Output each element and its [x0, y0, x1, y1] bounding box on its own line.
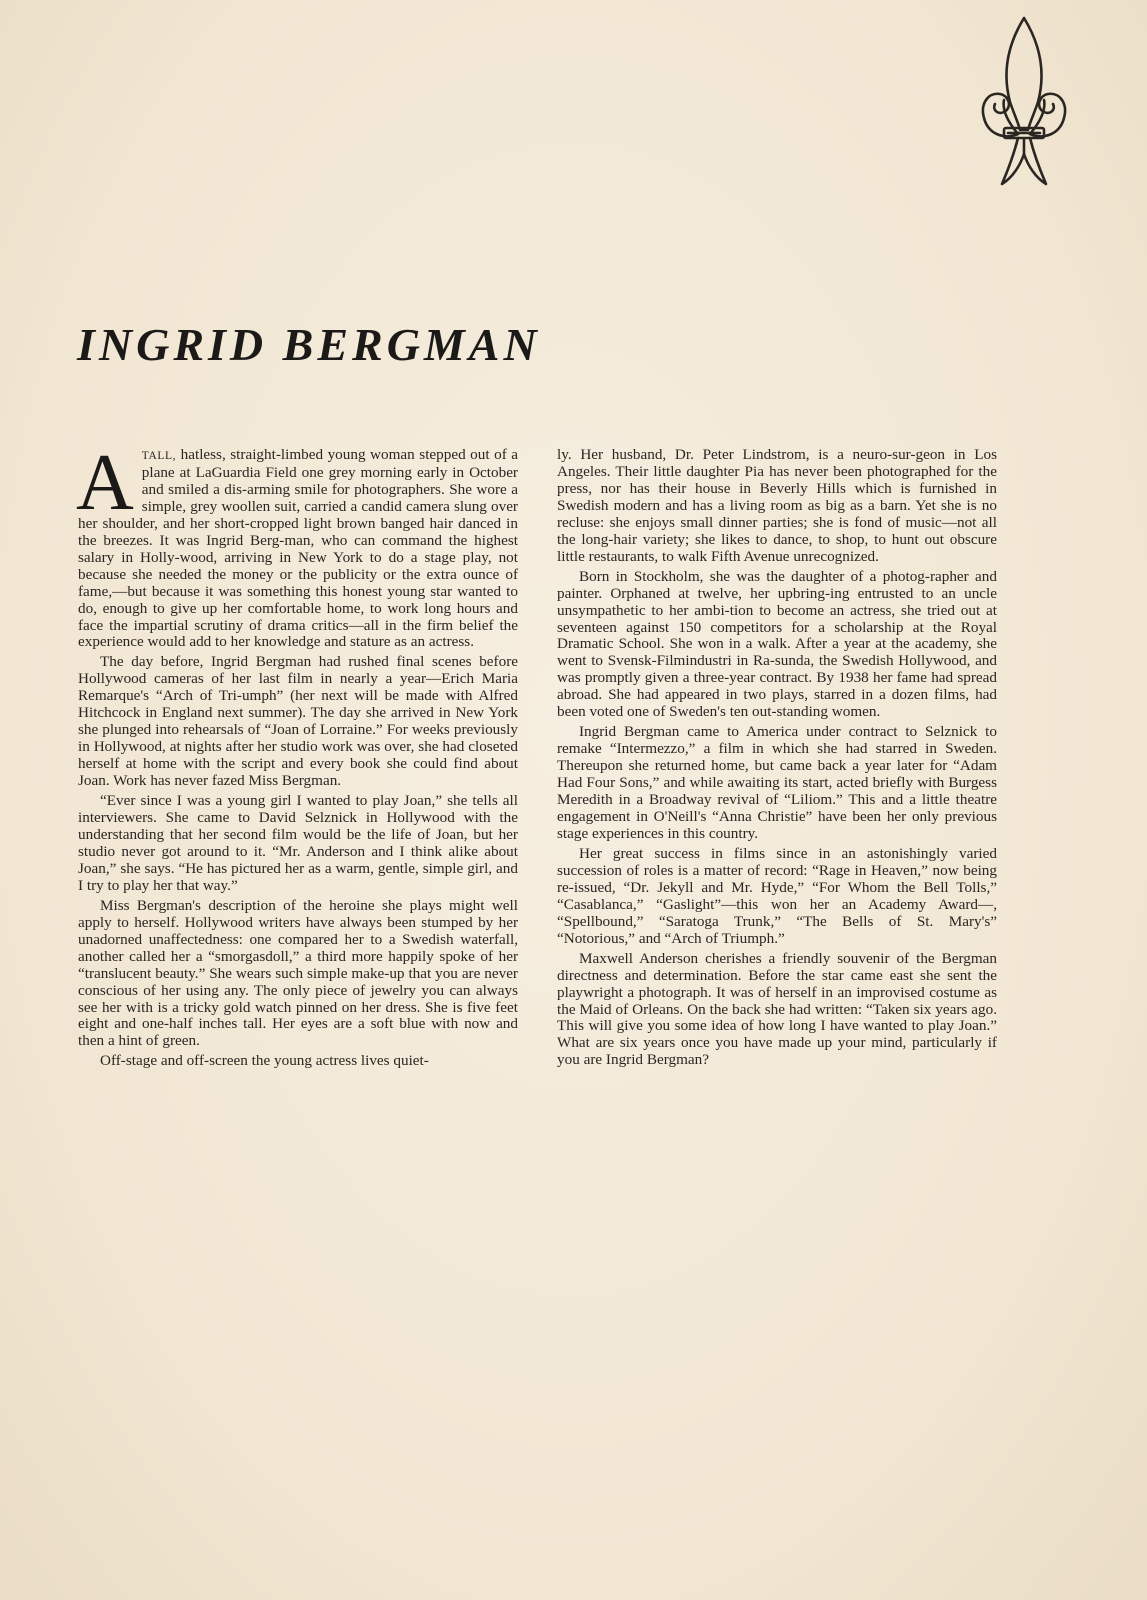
- article-paragraph: The day before, Ingrid Bergman had rushed final scenes before Hollywood cameras of her last film in nearly a year—Erich Maria Remarque's “Arch of Tri-umph” (her next will be made with Alfred Hitchcock in England next summer). The day she arrived in New York she plunged into rehearsals of “Joan of Lorraine.” For weeks previously in Hollywood, at nights after her studio work was over, she had closeted herself at home with the script and every book she could find about Joan. Work has never fazed Miss Bergman.: [78, 653, 518, 790]
- drop-cap: A: [76, 439, 134, 527]
- article-paragraph: Ingrid Bergman came to America under contract to Selznick to remake “Intermezzo,” a film in which she had starred in Sweden. Thereupon she returned home, but came back a year later for “Adam Had Four Sons,” and while awaiting its start, acted briefly with Burgess Meredith in a Broadway revival of “Liliom.” This and a little theatre engagement in O'Neill's “Anna Christie” have been her only previous stage experiences in this country.: [557, 723, 997, 842]
- article-paragraph: Her great success in films since in an astonishingly varied succession of roles is a matter of record: “Rage in Heaven,” now being re-issued, “Dr. Jekyll and Mr. Hyde,” “For Whom the Bell Tolls,” “Casablanca,” “Gaslight”—this won her an Academy Award—, “Spellbound,” “Saratoga Trunk,” “The Bells of St. Mary's” “Notorious,” and “Arch of Triumph.”: [557, 844, 997, 947]
- paragraph-text: hatless, straight-limbed young woman stepped out of a plane at LaGuardia Field one grey morning early in October and smiled a dis-arming smile for photographers. She wore a simple, grey woollen suit, carried a candid camera slung over her shoulder, and her short-cropped light brown banged hair danced in the breezes. It was Ingrid Berg-man, who can command the highest salary in Holly-wood, arriving in New York to do a stage play, not because she needed the money or the publicity or the extra ounce of fame,—but because it was something this honest young star wanted to do, enough to give up her comfortable home, to work long hours and face the impartial scrutiny of drama critics—all in the firm belief the experience would add to her knowledge and stature as an actress.: [78, 446, 518, 651]
- lead-smallcaps: TALL,: [141, 450, 177, 462]
- article-column-left: [76, 439, 518, 1070]
- page-title: INGRID BERGMAN: [77, 319, 541, 370]
- article-paragraph: “Ever since I was a young girl I wanted to play Joan,” she tells all interviewers. She came to David Selznick in Hollywood with the understanding that her second film would be the life of Joan, but her studio never got around to it. “Mr. Anderson and I think alike about Joan,” she says. “He has pictured her as a warm, gentle, simple girl, and I try to play her that way.”: [78, 792, 518, 894]
- article-paragraph: Off-stage and off-screen the young actress lives quiet-: [100, 1052, 429, 1070]
- article-paragraph: Born in Stockholm, she was the daughter of a photog-rapher and painter. Orphaned at twelve, her upbring-ing entrusted to an uncle unsympathetic to her ambi-tion to become an actress, she tried out at seventeen against 150 competitors for a scholarship at the Royal Dramatic School. She won in a walk. After a year at the academy, she went to Svensk-Filmindustri in Ra-sunda, the Swedish Hollywood, and was promptly given a three-year contract. By 1938 her fame had spread abroad. She had appeared in two plays, starred in a dozen films, had been voted one of Sweden's ten out-standing women.: [557, 567, 997, 721]
- article-column-right: [557, 447, 997, 1069]
- article-paragraph: ly. Her husband, Dr. Peter Lindstrom, is a neuro-sur-geon in Los Angeles. Their little daughter Pia has never been photographed for the press, nor has their house in Beverly Hills which is furnished in Swedish modern and has a living room as big as a barn. Yet she is no recluse: she enjoys small dinner parties; she is fond of music—not all the long-hair variety; she likes to dance, to shop, to hunt out obscure little restaurants, to walk Fifth Avenue unrecognized.: [557, 446, 997, 565]
- article-paragraph: Maxwell Anderson cherishes a friendly souvenir of the Bergman directness and determination. Before the star came east she sent the playwright a photograph. It was of herself in an improvised costume as the Maid of Orleans. On the back she had written: “Taken six years ago. This will give you some idea of how long I have wanted to play Joan.” What are six years once you have made up your mind, particularly if you are Ingrid Bergman?: [557, 949, 997, 1069]
- fleur-de-lis-icon: [978, 14, 1070, 190]
- article-paragraph: [76, 439, 518, 651]
- article-paragraph: Miss Bergman's description of the heroine she plays might well apply to herself. Hollywood writers have always been stumped by her unadorned unaffectedness: one compared her to a Swedish waterfall, another called her a “smorgasdoll,” a third more happily spoke of her “translucent beauty.” She wears such simple make-up that you are never conscious of her using any. The only piece of jewelry you can always see her with is a tricky gold watch pinned on her dress. She is five feet eight and one-half inches tall. Her eyes are a soft blue with now and then a hint of green.: [78, 896, 518, 1050]
